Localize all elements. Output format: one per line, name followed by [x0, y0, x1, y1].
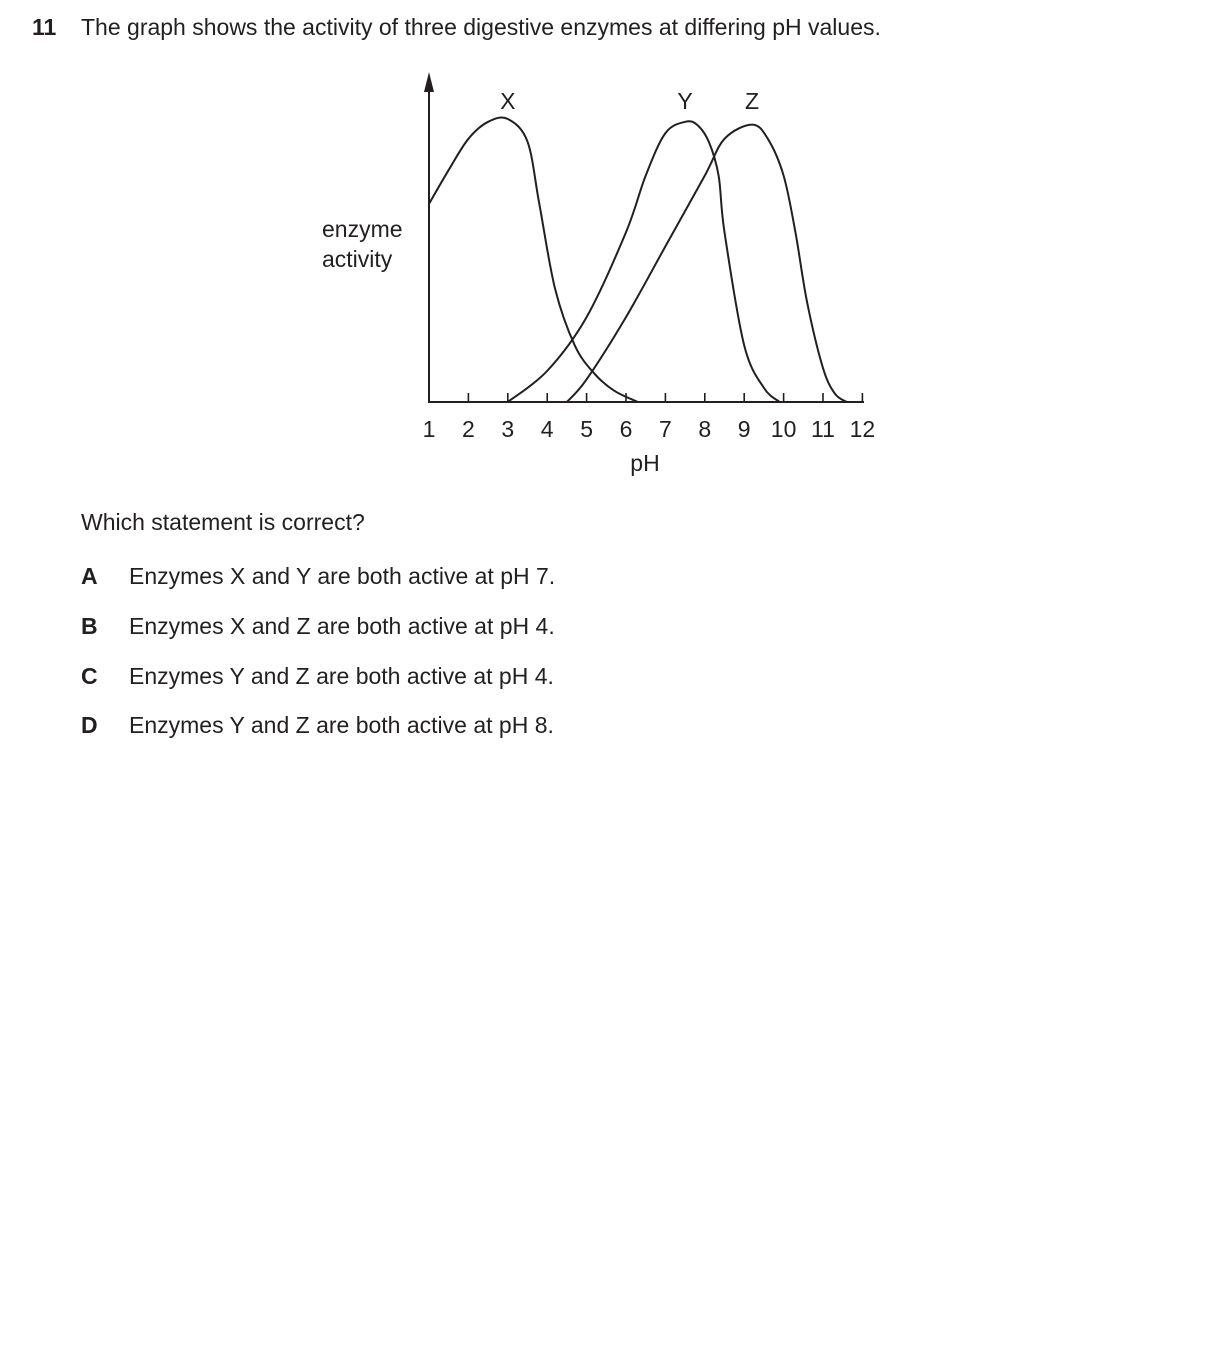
x-axis-label: pH [630, 450, 660, 476]
x-tick-label: 9 [737, 416, 751, 442]
curves [429, 118, 847, 402]
y-axis-label-line-1: enzyme [322, 216, 403, 242]
x-tick-labels [423, 416, 876, 442]
x-tick-label: 10 [770, 416, 797, 442]
option-b[interactable] [81, 613, 555, 640]
option-a[interactable] [81, 563, 555, 590]
curve-label-y: Y [677, 88, 693, 114]
x-tick-label: 5 [580, 416, 593, 442]
x-tick-label: 7 [659, 416, 672, 442]
y-axis-arrow [424, 72, 434, 92]
x-tick-label: 12 [849, 416, 876, 442]
option-text: Enzymes Y and Z are both active at pH 4. [129, 663, 554, 689]
curve-label-z: Z [745, 88, 760, 114]
option-d[interactable] [81, 712, 554, 739]
curve-label-x: X [500, 88, 516, 114]
option-letter: A [81, 563, 98, 589]
curve-x [429, 118, 638, 402]
enzyme-activity-graph [0, 0, 1209, 500]
x-tick-label: 3 [501, 416, 515, 442]
option-text: Enzymes X and Z are both active at pH 4. [129, 613, 555, 639]
option-letter: D [81, 712, 98, 738]
curve-z [567, 125, 847, 402]
option-c[interactable] [81, 663, 554, 690]
x-tick-label: 2 [462, 416, 475, 442]
question-stem: The graph shows the activity of three digestive enzymes at differing pH values. [81, 14, 881, 40]
x-ticks [429, 393, 862, 402]
question-number: 11 [32, 14, 57, 40]
option-letter: B [81, 613, 98, 639]
option-text: Enzymes Y and Z are both active at pH 8. [129, 712, 554, 738]
option-text: Enzymes X and Y are both active at pH 7. [129, 563, 556, 589]
curve-labels [500, 88, 759, 114]
question-prompt: Which statement is correct? [81, 509, 365, 535]
x-tick-label: 6 [619, 416, 633, 442]
y-axis-label-line-2: activity [322, 246, 393, 272]
x-tick-label: 11 [811, 416, 835, 442]
option-letter: C [81, 663, 98, 689]
x-tick-label: 4 [540, 416, 554, 442]
x-tick-label: 1 [422, 416, 436, 442]
x-tick-label: 8 [698, 416, 712, 442]
